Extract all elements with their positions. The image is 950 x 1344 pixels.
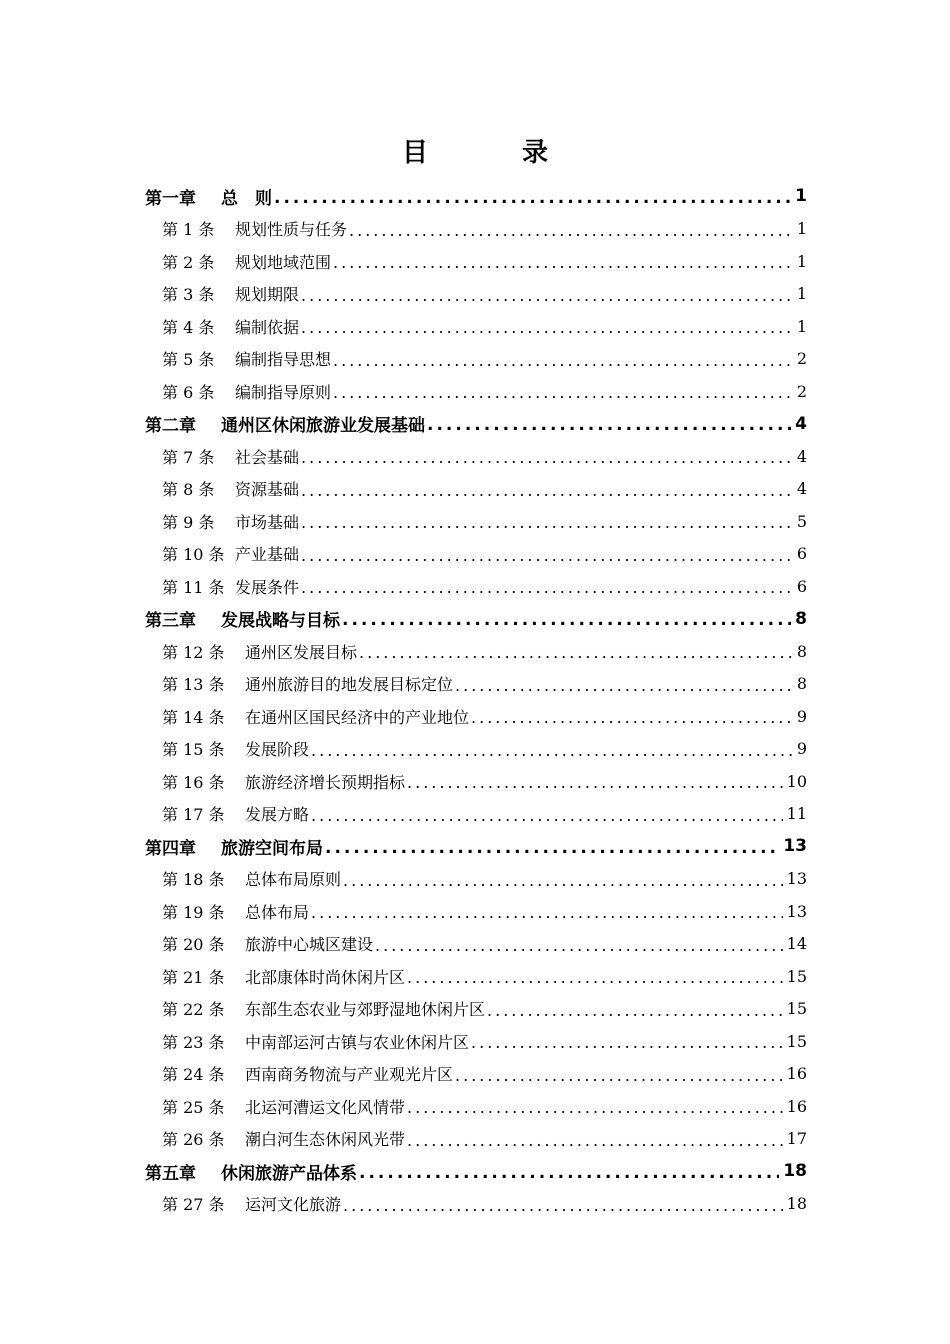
toc-article-entry[interactable]: [145, 1188, 807, 1221]
toc-page-number: 13: [786, 869, 807, 889]
dot-leader: [349, 223, 793, 239]
toc-article-entry[interactable]: [145, 960, 807, 993]
toc-entry-title: 西南商务物流与产业观光片区: [245, 1065, 454, 1085]
dot-leader: [301, 320, 793, 336]
toc-entry-title: 编制指导思想: [235, 350, 332, 370]
dot-leader: [274, 190, 791, 207]
toc-page-number: 13: [783, 836, 807, 857]
dot-leader: [343, 873, 783, 889]
toc-entry-number: 第二章: [145, 416, 196, 437]
toc-page-number: 8: [796, 641, 807, 661]
toc-entry-title: 社会基础: [235, 447, 300, 467]
toc-page-number: 1: [796, 219, 807, 239]
toc-article-entry[interactable]: [145, 993, 807, 1026]
dot-leader: [301, 288, 793, 304]
toc-entry-number: 第 10 条: [162, 545, 225, 565]
toc-article-entry[interactable]: [145, 538, 807, 571]
toc-entry-title: 发展阶段: [245, 740, 310, 760]
dot-leader: [471, 1035, 783, 1051]
toc-entry-number: 第 15 条: [162, 740, 225, 760]
dot-leader: [333, 353, 793, 369]
dot-leader: [301, 580, 793, 596]
toc-page-number: 17: [786, 1129, 807, 1149]
dot-leader: [455, 678, 793, 694]
dot-leader: [301, 450, 793, 466]
toc-entry-title: 发展条件: [235, 577, 300, 597]
toc-entry-title: 资源基础: [235, 480, 300, 500]
toc-entry-number: 第一章: [145, 188, 196, 209]
dot-leader: [342, 612, 791, 629]
toc-entry-number: 第 24 条: [162, 1065, 225, 1085]
toc-entry-number: 第 14 条: [162, 707, 225, 727]
dot-leader: [311, 743, 793, 759]
table-of-contents: [145, 180, 807, 1220]
toc-entry-number: 第 7 条: [162, 447, 215, 467]
toc-entry-number: 第 25 条: [162, 1097, 225, 1117]
toc-entry-title: 运河文化旅游: [245, 1195, 342, 1215]
toc-entry-number: 第 11 条: [162, 577, 225, 597]
toc-article-entry[interactable]: [145, 570, 807, 603]
toc-chapter-entry[interactable]: [145, 830, 807, 863]
toc-entry-title: 产业基础: [235, 545, 300, 565]
dot-leader: [301, 548, 793, 564]
toc-entry-number: 第 1 条: [162, 220, 215, 240]
toc-page-number: 2: [796, 349, 807, 369]
toc-page-number: 2: [796, 381, 807, 401]
toc-article-entry[interactable]: [145, 213, 807, 246]
dot-leader: [427, 417, 791, 434]
toc-article-entry[interactable]: [145, 635, 807, 668]
dot-leader: [407, 1100, 783, 1116]
toc-entry-title: 潮白河生态休闲风光带: [245, 1130, 406, 1150]
dot-leader: [375, 938, 783, 954]
toc-entry-number: 第 17 条: [162, 805, 225, 825]
toc-entry-title: 市场基础: [235, 512, 300, 532]
toc-page-number: 1: [796, 251, 807, 271]
toc-entry-number: 第五章: [145, 1163, 196, 1184]
toc-entry-number: 第 21 条: [162, 967, 225, 987]
toc-page-number: 5: [796, 511, 807, 531]
toc-entry-number: 第 5 条: [162, 350, 215, 370]
toc-chapter-entry[interactable]: [145, 1155, 807, 1188]
toc-page-number: 15: [786, 966, 807, 986]
toc-page-number: 4: [796, 479, 807, 499]
page-title: 目 录: [401, 138, 582, 168]
toc-entry-title: 在通州区国民经济中的产业地位: [245, 707, 470, 727]
toc-entry-title: 发展方略: [245, 805, 310, 825]
toc-entry-title: 总体布局原则: [245, 870, 342, 890]
toc-page-number: 10: [786, 771, 807, 791]
dot-leader: [359, 645, 793, 661]
toc-entry-title: 规划期限: [235, 285, 300, 305]
toc-entry-number: 第 18 条: [162, 870, 225, 890]
toc-entry-title: 总体布局: [245, 902, 310, 922]
toc-entry-number: 第 22 条: [162, 1000, 225, 1020]
toc-page-number: 9: [796, 706, 807, 726]
toc-entry-title: 旅游经济增长预期指标: [245, 772, 406, 792]
toc-article-entry[interactable]: [145, 1090, 807, 1123]
toc-page-number: 14: [786, 934, 807, 954]
toc-entry-number: 第 23 条: [162, 1032, 225, 1052]
toc-entry-number: 第 12 条: [162, 642, 225, 662]
toc-page-number: 11: [786, 804, 807, 824]
toc-entry-title: 规划性质与任务: [235, 220, 348, 240]
dot-leader: [359, 1165, 779, 1182]
toc-entry-number: 第 20 条: [162, 935, 225, 955]
toc-entry-number: 第 9 条: [162, 512, 215, 532]
toc-page-number: 16: [786, 1064, 807, 1084]
dot-leader: [333, 255, 793, 271]
toc-entry-number: 第 27 条: [162, 1195, 225, 1215]
toc-entry-number: 第 16 条: [162, 772, 225, 792]
toc-entry-title: 休闲旅游产品体系: [221, 1163, 357, 1184]
dot-leader: [343, 1198, 783, 1214]
toc-entry-number: 第 19 条: [162, 902, 225, 922]
toc-page-number: 18: [783, 1161, 807, 1182]
toc-article-entry[interactable]: [145, 278, 807, 311]
toc-article-entry[interactable]: [145, 700, 807, 733]
toc-page-number: 9: [796, 739, 807, 759]
dot-leader: [325, 840, 779, 857]
toc-article-entry[interactable]: [145, 1123, 807, 1156]
dot-leader: [301, 515, 793, 531]
toc-chapter-entry[interactable]: [145, 603, 807, 636]
toc-entry-number: 第 6 条: [162, 382, 215, 402]
toc-article-entry[interactable]: [145, 343, 807, 376]
toc-article-entry[interactable]: [145, 798, 807, 831]
toc-entry-number: 第 2 条: [162, 252, 215, 272]
toc-page-number: 1: [795, 186, 807, 207]
toc-article-entry[interactable]: [145, 895, 807, 928]
toc-entry-number: 第 26 条: [162, 1130, 225, 1150]
toc-entry-title: 总 则: [221, 188, 272, 209]
dot-leader: [407, 1133, 783, 1149]
toc-article-entry[interactable]: [145, 1025, 807, 1058]
toc-entry-number: 第四章: [145, 838, 196, 859]
toc-chapter-entry[interactable]: [145, 408, 807, 441]
toc-entry-title: 通州区休闲旅游业发展基础: [221, 416, 425, 437]
toc-chapter-entry[interactable]: [145, 180, 807, 213]
toc-article-entry[interactable]: [145, 1058, 807, 1091]
toc-page-number: 6: [796, 576, 807, 596]
toc-page-number: 16: [786, 1096, 807, 1116]
toc-article-entry[interactable]: [145, 440, 807, 473]
toc-article-entry[interactable]: [145, 505, 807, 538]
toc-entry-title: 通州旅游目的地发展目标定位: [245, 675, 454, 695]
toc-page-number: 4: [795, 413, 807, 434]
toc-page-number: 15: [786, 1031, 807, 1051]
dot-leader: [301, 483, 793, 499]
dot-leader: [311, 808, 783, 824]
toc-article-entry[interactable]: [145, 863, 807, 896]
toc-entry-title: 东部生态农业与郊野湿地休闲片区: [245, 1000, 486, 1020]
toc-page-number: 8: [796, 674, 807, 694]
toc-article-entry[interactable]: [145, 668, 807, 701]
toc-page-number: 4: [796, 446, 807, 466]
toc-entry-number: 第三章: [145, 611, 196, 632]
toc-article-entry[interactable]: [145, 473, 807, 506]
toc-entry-number: 第 4 条: [162, 317, 215, 337]
toc-entry-title: 旅游空间布局: [221, 838, 323, 859]
toc-article-entry[interactable]: [145, 245, 807, 278]
dot-leader: [333, 385, 793, 401]
toc-entry-number: 第 8 条: [162, 480, 215, 500]
toc-entry-title: 中南部运河古镇与农业休闲片区: [245, 1032, 470, 1052]
toc-entry-number: 第 3 条: [162, 285, 215, 305]
toc-article-entry[interactable]: [145, 928, 807, 961]
toc-entry-title: 规划地域范围: [235, 252, 332, 272]
toc-article-entry[interactable]: [145, 310, 807, 343]
toc-article-entry[interactable]: [145, 765, 807, 798]
dot-leader: [487, 1003, 783, 1019]
toc-page-number: 18: [786, 1194, 807, 1214]
toc-article-entry[interactable]: [145, 375, 807, 408]
dot-leader: [407, 970, 783, 986]
dot-leader: [311, 905, 783, 921]
toc-entry-title: 通州区发展目标: [245, 642, 358, 662]
toc-page-number: 1: [796, 284, 807, 304]
toc-entry-number: 第 13 条: [162, 675, 225, 695]
dot-leader: [455, 1068, 783, 1084]
toc-page-number: 15: [786, 999, 807, 1019]
toc-page-number: 8: [795, 608, 807, 629]
toc-entry-title: 旅游中心城区建设: [245, 935, 374, 955]
toc-page-number: 6: [796, 544, 807, 564]
toc-entry-title: 发展战略与目标: [221, 611, 340, 632]
toc-page-number: 13: [786, 901, 807, 921]
dot-leader: [471, 710, 793, 726]
toc-entry-title: 北部康体时尚休闲片区: [245, 967, 406, 987]
toc-entry-title: 编制指导原则: [235, 382, 332, 402]
toc-entry-title: 北运河漕运文化风情带: [245, 1097, 406, 1117]
dot-leader: [407, 775, 783, 791]
toc-page-number: 1: [796, 316, 807, 336]
toc-entry-title: 编制依据: [235, 317, 300, 337]
toc-article-entry[interactable]: [145, 733, 807, 766]
